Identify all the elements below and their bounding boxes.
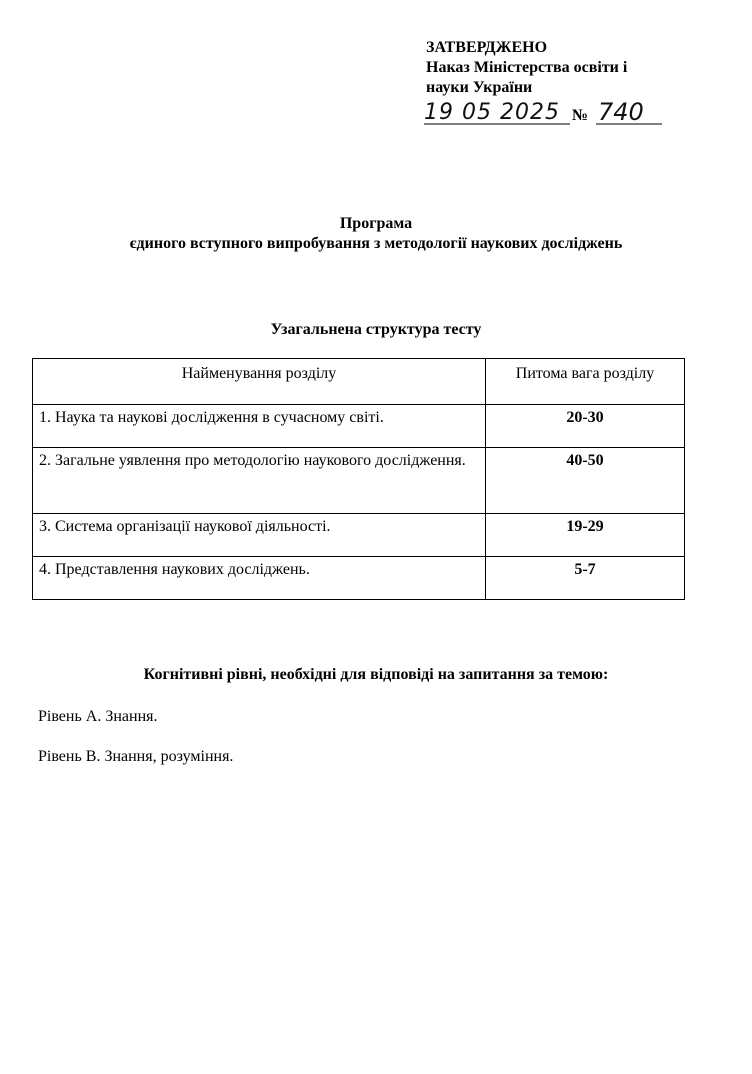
- title-line-1: Програма: [339, 215, 413, 232]
- approval-stamp: [426, 38, 726, 98]
- section-weight: 40-50: [486, 448, 685, 514]
- approval-number-handwritten: 740: [598, 98, 644, 126]
- column-header-weight: Питома вага розділу: [486, 359, 685, 405]
- section-name: 3. Система організації наукової діяльності.: [33, 514, 486, 557]
- section-weight: 20-30: [486, 405, 685, 448]
- title-line-2: єдиного вступного випробування з методології наукових досліджень: [129, 235, 623, 252]
- approval-order-line: Наказ Міністерства освіти і: [426, 59, 628, 76]
- table-row: [33, 557, 685, 600]
- section-weight: 5-7: [486, 557, 685, 600]
- table-row: [33, 405, 685, 448]
- approval-date-handwritten: 19 05 2025: [424, 100, 560, 125]
- column-header-name: Найменування розділу: [33, 359, 486, 405]
- approval-signature-row: [424, 98, 724, 130]
- cognitive-level-b: Рівень В. Знання, розуміння.: [38, 748, 234, 765]
- table-row: [33, 448, 685, 514]
- cognitive-levels-heading: Когнітивні рівні, необхідні для відповіді на запитання за темою:: [143, 666, 609, 683]
- approval-number-label: №: [572, 107, 589, 124]
- table-header-row: [33, 359, 685, 405]
- section-name: 1. Наука та наукові дослідження в сучасному світі.: [33, 405, 486, 448]
- table-row: [33, 514, 685, 557]
- structure-table: [32, 358, 685, 600]
- section-weight: 19-29: [486, 514, 685, 557]
- cognitive-level-a: Рівень А. Знання.: [38, 708, 158, 725]
- approval-heading: ЗАТВЕРДЖЕНО: [426, 39, 548, 56]
- section-name: 2. Загальне уявлення про методологію наукового дослідження.: [33, 448, 486, 514]
- approval-ministry-line: науки України: [426, 79, 533, 96]
- section-name: 4. Представлення наукових досліджень.: [33, 557, 486, 600]
- structure-heading: Узагальнена структура тесту: [270, 321, 482, 338]
- document-title: [0, 214, 752, 254]
